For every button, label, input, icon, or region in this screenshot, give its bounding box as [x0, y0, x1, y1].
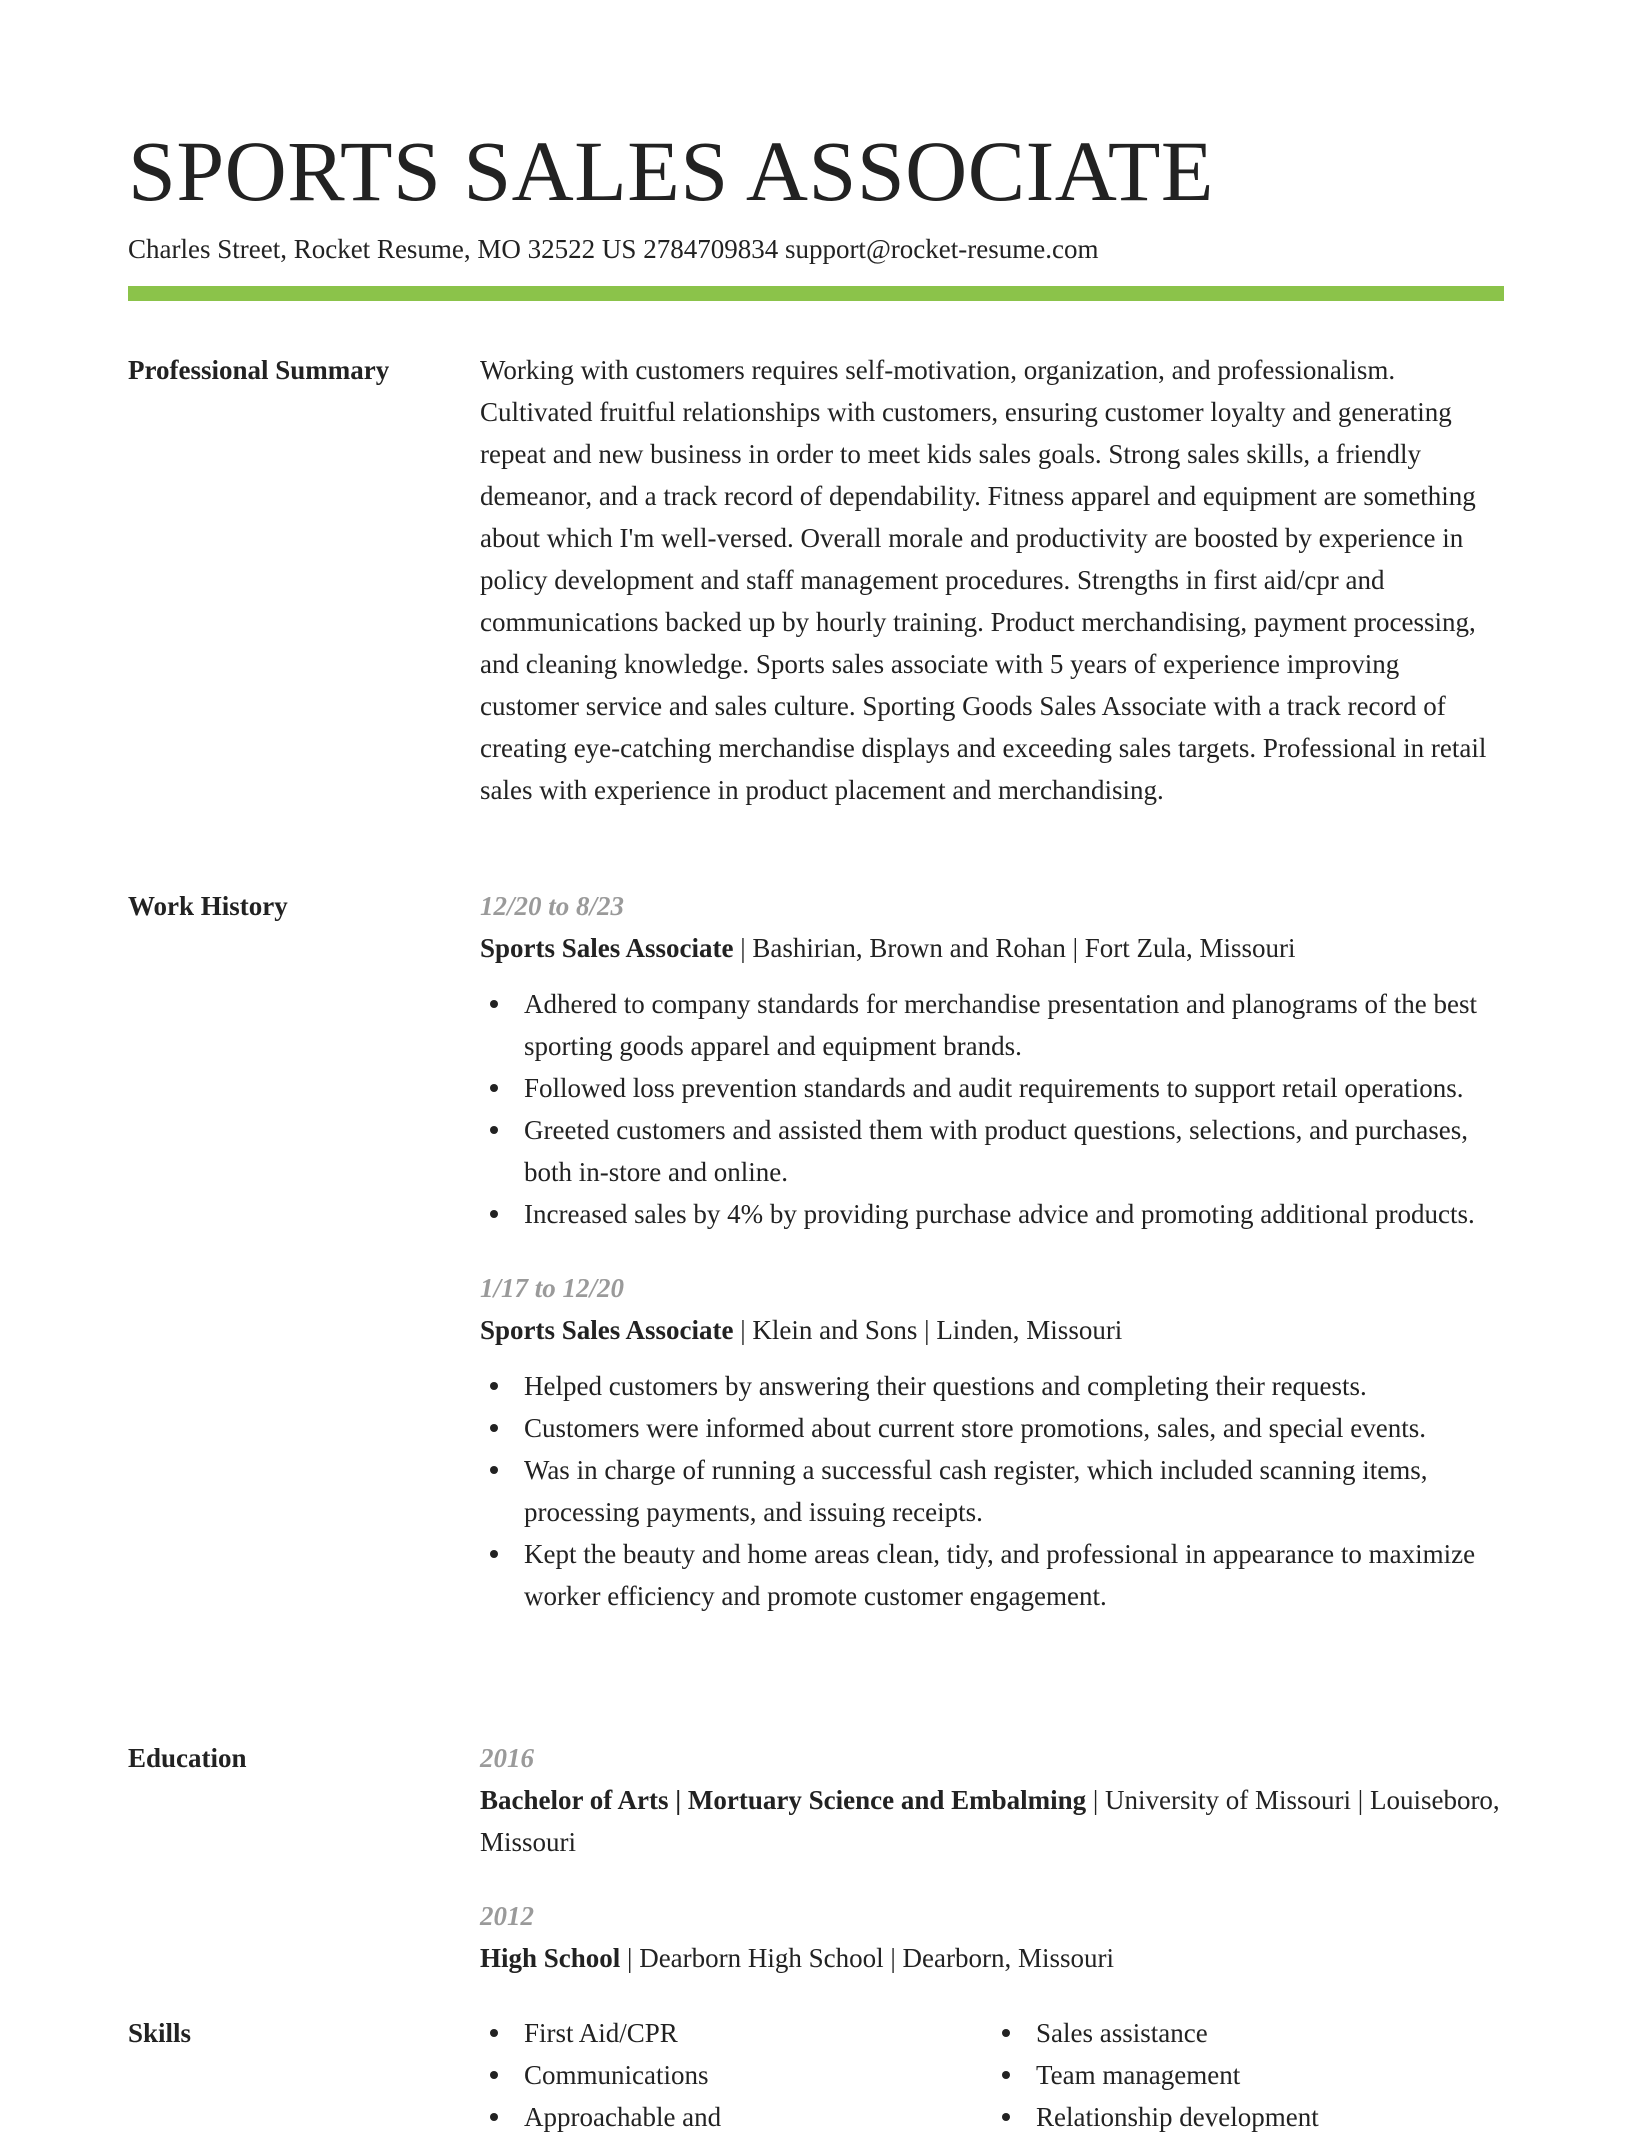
job-dates: 12/20 to 8/23: [480, 891, 625, 921]
job-role-line: [480, 927, 1504, 969]
job-entry: [480, 885, 1504, 1235]
skills-column-left: [480, 2012, 992, 2138]
job-bullet: Customers were informed about current store promotions, sales, and special events.: [524, 1407, 1504, 1449]
education-entry: [480, 1895, 1504, 1979]
education-school-location: | University of Missouri | Louiseboro, Missouri: [480, 1785, 1500, 1857]
job-role: Sports Sales Associate: [480, 1315, 734, 1345]
education-entry: [480, 1737, 1504, 1863]
job-role: Sports Sales Associate: [480, 933, 734, 963]
skill-item: Team management: [1036, 2054, 1504, 2096]
education-year: 2016: [480, 1743, 534, 1773]
education-title: Education: [128, 1743, 247, 1773]
education-line: [480, 1937, 1504, 1979]
job-employer-location: | Klein and Sons | Linden, Missouri: [733, 1315, 1123, 1345]
contact-line: Charles Street, Rocket Resume, MO 32522 US 2784709834 support@rocket-resume.com: [128, 234, 1099, 264]
job-entry: [480, 1267, 1504, 1617]
summary-text: Working with customers requires self-motivation, organization, and professionalism. Cultivated fruitful relationships with customers, ensuring customer loyalty and generating repeat and new business in order to meet kids sales goals. Strong sales skills, a friendly demeanor, and a track record of dependability. Fitness apparel and equipment are something about which I'm well-versed. Overall morale and productivity are boosted by experience in policy development and staff management procedures. Strengths in first aid/cpr and communications backed up by hourly training. Product merchandising, payment processing, and cleaning knowledge. Sports sales associate with 5 years of experience improving customer service and sales culture. Sporting Goods Sales Associate with a track record of creating eye-catching merchandise displays and exceeding sales targets. Professional in retail sales with experience in product placement and merchandising.: [480, 355, 1487, 805]
summary-body: [480, 349, 1504, 811]
skill-item: Sales assistance: [1036, 2012, 1504, 2054]
job-dates: 1/17 to 12/20: [480, 1273, 625, 1303]
education-line: [480, 1779, 1504, 1863]
summary-title: Professional Summary: [128, 355, 390, 385]
resume-name-heading: SPORTS SALES ASSOCIATE: [128, 123, 1214, 219]
job-employer-location: | Bashirian, Brown and Rohan | Fort Zula, Missouri: [733, 933, 1296, 963]
job-bullet-list: [480, 1365, 1504, 1617]
work-history-title: Work History: [128, 891, 288, 921]
job-bullet: Kept the beauty and home areas clean, tidy, and professional in appearance to maximize worker efficiency and promote customer engagement.: [524, 1533, 1504, 1617]
skill-item: Communications: [524, 2054, 992, 2096]
education-year: 2012: [480, 1901, 534, 1931]
skills-grid: [480, 2012, 1504, 2138]
skills-column-right: [992, 2012, 1504, 2138]
header-divider: [128, 286, 1504, 301]
skills-body: [480, 2012, 1504, 2138]
job-bullet: Adhered to company standards for merchandise presentation and planograms of the best sporting goods apparel and equipment brands.: [524, 983, 1504, 1067]
skill-item: Approachable and: [524, 2096, 992, 2138]
skill-item: First Aid/CPR: [524, 2012, 992, 2054]
job-role-line: [480, 1309, 1504, 1351]
job-bullet: Was in charge of running a successful cash register, which included scanning items, processing payments, and issuing receipts.: [524, 1449, 1504, 1533]
work-history-body: [480, 885, 1504, 1617]
education-school-location: | Dearborn High School | Dearborn, Missouri: [620, 1943, 1115, 1973]
education-body: [480, 1737, 1504, 1979]
education-degree: Bachelor of Arts | Mortuary Science and Embalming: [480, 1785, 1087, 1815]
skill-item: Relationship development: [1036, 2096, 1504, 2138]
job-bullet: Greeted customers and assisted them with product questions, selections, and purchases, both in-store and online.: [524, 1109, 1504, 1193]
education-degree: High School: [480, 1943, 621, 1973]
job-bullet-list: [480, 983, 1504, 1235]
job-bullet: Helped customers by answering their questions and completing their requests.: [524, 1365, 1504, 1407]
job-bullet: Increased sales by 4% by providing purchase advice and promoting additional products.: [524, 1193, 1504, 1235]
skills-title: Skills: [128, 2018, 192, 2048]
job-bullet: Followed loss prevention standards and audit requirements to support retail operations.: [524, 1067, 1504, 1109]
